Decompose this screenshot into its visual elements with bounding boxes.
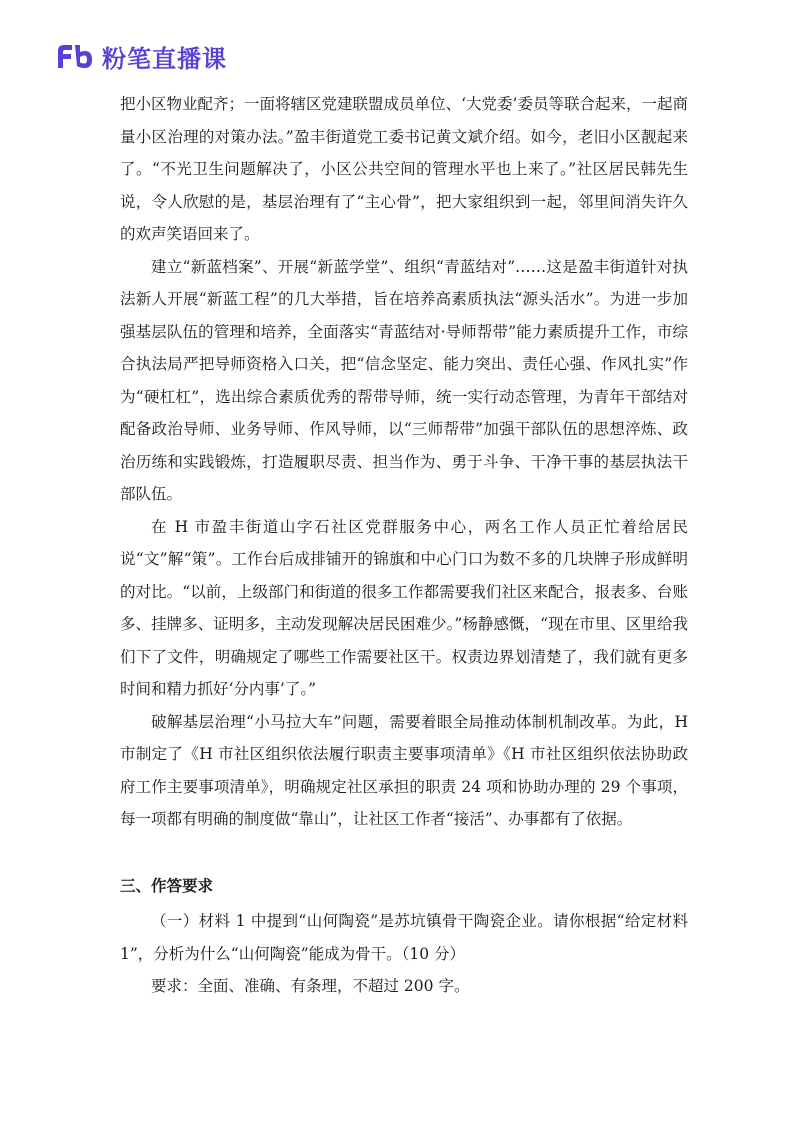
section-heading: 三、作答要求	[120, 876, 214, 895]
brand-name: 粉笔直播课	[102, 44, 227, 73]
paragraph: 在 H 市盈丰街道山字石社区党群服务中心，两名工作人员正忙着给居民说“文”解“策”。工作台后成排铺开的锦旗和中心门口为数不多的几块牌子形成鲜明的对比。“以前，上级部门和街道的很多工作都需要我们社区来配合，报表多、台账多、挂牌多、证明多，主动发现解决居民困难少。”杨静感慨，“现在市里、区里给我们下了文件，明确规定了哪些工作需要社区干。权责边界划清楚了，我们就有更多时间和精力抓好‘分内事’了。”	[120, 517, 688, 698]
document-body	[120, 88, 688, 1003]
fenbi-logo-icon	[56, 42, 94, 70]
requirement-text: 要求：全面、准确、有条理，不超过 200 字。	[151, 977, 470, 995]
paragraph: 建立“新蓝档案”、开展“新蓝学堂”、组织“青蓝结对”……这是盈丰街道针对执法新人开展“新蓝工程”的几大举措，旨在培养高素质执法“源头活水”。为进一步加强基层队伍的管理和培养，全面落实“青蓝结对·导师帮带”能力素质提升工作，市综合执法局严把导师资格入口关，把“信念坚定、能力突出、责任心强、作风扎实”作为“硬杠杠”，选出综合素质优秀的帮带导师，统一实行动态管理，为青年干部结对配备政治导师、业务导师、作风导师，以“三师帮带”加强干部队伍的思想淬炼、政治历练和实践锻炼，打造履职尽责、担当作为、勇于斗争、干净干事的基层执法干部队伍。	[120, 257, 688, 503]
paragraph: 破解基层治理“小马拉大车”问题，需要着眼全局推动体制机制改革。为此，H 市制定了《H 市社区组织依法履行职责主要事项清单》《H 市社区组织依法协助政府工作主要事项清单》，明确规定社区承担的职责 24 项和协助办理的 29 个事项，每一项都有明确的制度做“靠山”，让社区工作者“接活”、办事都有了依据。	[120, 712, 688, 828]
question-text: （一）材料 1 中提到“山何陶瓷”是苏坑镇骨干陶瓷企业。请你根据“给定材料 1”，分析为什么“山何陶瓷”能成为骨干。（10 分）	[120, 912, 688, 963]
header	[56, 38, 227, 74]
paragraph: 把小区物业配齐；一面将辖区党建联盟成员单位、‘大党委’委员等联合起来，一起商量小区治理的对策办法。”盈丰街道党工委书记黄文斌介绍。如今，老旧小区靓起来了。“不光卫生问题解决了，小区公共空间的管理水平也上来了。”社区居民韩先生说，令人欣慰的是，基层治理有了“主心骨”，把大家组织到一起，邻里间消失许久的欢声笑语回来了。	[120, 95, 688, 243]
